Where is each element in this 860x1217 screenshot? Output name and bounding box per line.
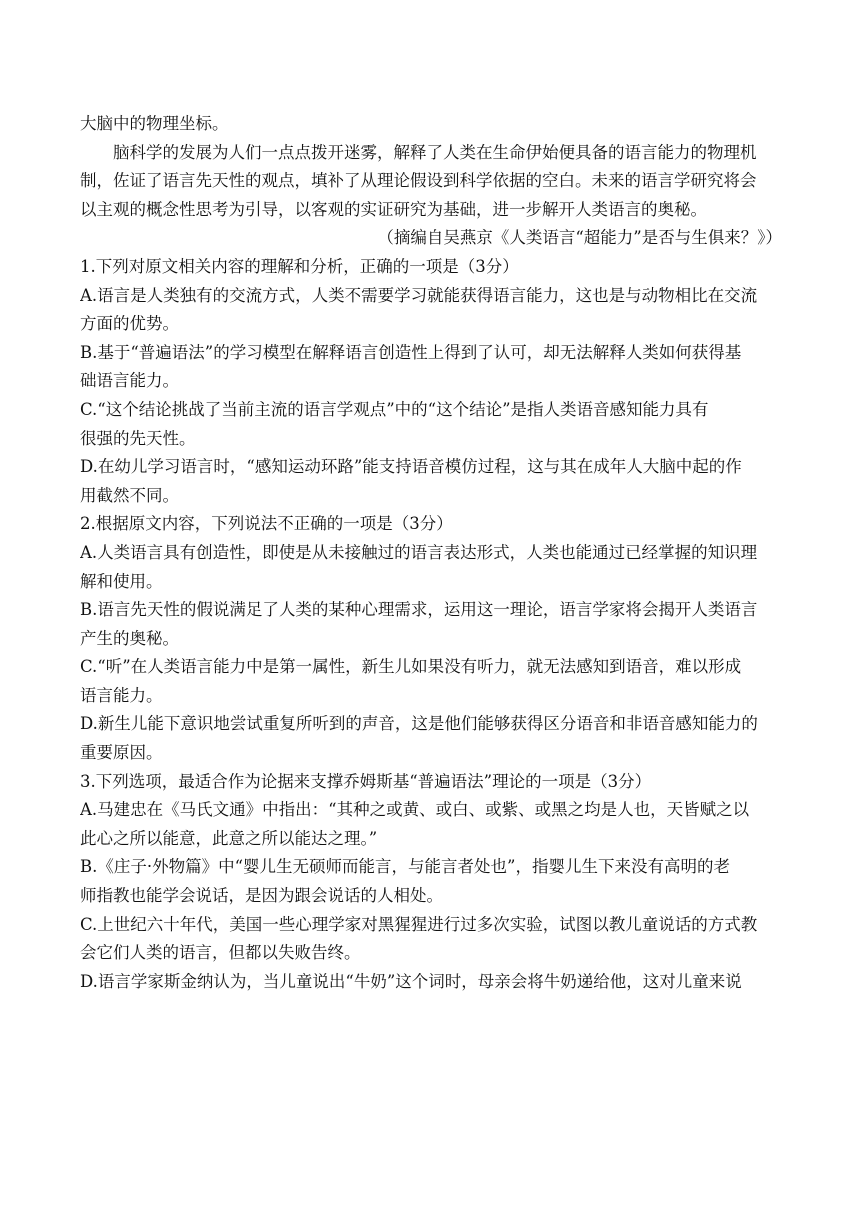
option-line: 师指教也能学会说话，是因为跟会说话的人相处。 [80, 886, 443, 906]
option-line: 很强的先天性。 [80, 428, 196, 448]
option-line: C.“听”在人类语言能力中是第一属性，新生儿如果没有听力，就无法感知到语音，难以形成 [80, 657, 742, 677]
option-b [80, 339, 782, 396]
passage-content [80, 110, 782, 996]
closing-paragraph [80, 139, 782, 225]
paragraph-line: 脑科学的发展为人们一点点拨开迷雾，解释了人类在生命伊始便具备的语言能力的物理机 [113, 142, 757, 162]
option-c [80, 653, 782, 710]
option-line: 会它们人类的语言，但都以失败告终。 [80, 943, 361, 963]
option-line: 方面的优势。 [80, 314, 179, 334]
option-line: D.在幼儿学习语言时，“感知运动环路”能支持语音模仿过程，这与其在成年人大脑中起的作 [80, 457, 742, 477]
question-2 [80, 510, 782, 767]
option-line: 重要原因。 [80, 743, 163, 763]
option-d [80, 710, 782, 767]
option-a [80, 796, 782, 853]
option-line: 础语言能力。 [80, 371, 179, 391]
option-d [80, 968, 782, 997]
option-line: C.“这个结论挑战了当前主流的语言学观点”中的“这个结论”是指人类语音感知能力具有 [80, 399, 709, 419]
paragraph-line: 以主观的概念性思考为引导，以客观的实证研究为基础，进一步解开人类语言的奥秘。 [80, 199, 707, 219]
option-c [80, 396, 782, 453]
question-stem: 1.下列对原文相关内容的理解和分析，正确的一项是（3分） [80, 256, 519, 276]
source-citation: （摘编自吴燕京《人类语言“超能力”是否与生俱来？》） [377, 228, 782, 248]
option-b [80, 853, 782, 910]
option-line: 产生的奥秘。 [80, 628, 179, 648]
option-c [80, 911, 782, 968]
option-line: A.人类语言具有创造性，即使是从未接触过的语言表达形式，人类也能通过已经掌握的知识理 [80, 542, 758, 562]
option-line: 语言能力。 [80, 685, 163, 705]
question-stem: 2.根据原文内容，下列说法不正确的一项是（3分） [80, 514, 453, 534]
option-line: B.《庄子·外物篇》中“婴儿生无硕师而能言，与能言者处也”，指婴儿生下来没有高明的老 [80, 857, 730, 877]
question-1 [80, 253, 782, 510]
question-stem: 3.下列选项，最适合作为论据来支撑乔姆斯基“普遍语法”理论的一项是（3分） [80, 771, 652, 791]
option-line: 用截然不同。 [80, 485, 179, 505]
option-b [80, 596, 782, 653]
option-line: A.马建忠在《马氏文通》中指出：“其种之或黄、或白、或紫、或黑之均是人也，天皆赋之以 [80, 800, 750, 820]
option-line: A.语言是人类独有的交流方式，人类不需要学习就能获得语言能力，这也是与动物相比在交流 [80, 285, 758, 305]
option-line: D.新生儿能下意识地尝试重复所听到的声音，这是他们能够获得区分语音和非语音感知能力的 [80, 714, 758, 734]
option-line: D.语言学家斯金纳认为，当儿童说出“牛奶”这个词时，母亲会将牛奶递给他，这对儿童来说 [80, 971, 742, 991]
paragraph-line: 制，佐证了语言先天性的观点，填补了从理论假设到科学依据的空白。未来的语言学研究将会 [80, 171, 757, 191]
option-line: B.基于“普遍语法”的学习模型在解释语言创造性上得到了认可，却无法解释人类如何获得基 [80, 342, 742, 362]
option-a [80, 539, 782, 596]
option-d [80, 453, 782, 510]
option-line: 此心之所以能意，此意之所以能达之理。” [80, 828, 378, 848]
option-a [80, 282, 782, 339]
option-line: 解和使用。 [80, 571, 163, 591]
option-line: C.上世纪六十年代，美国一些心理学家对黑猩猩进行过多次实验，试图以教儿童说话的方式教 [80, 914, 758, 934]
continued-line: 大脑中的物理坐标。 [80, 114, 229, 133]
option-line: B.语言先天性的假说满足了人类的某种心理需求，运用这一理论，语言学家将会揭开人类语言 [80, 600, 758, 620]
question-3 [80, 768, 782, 997]
